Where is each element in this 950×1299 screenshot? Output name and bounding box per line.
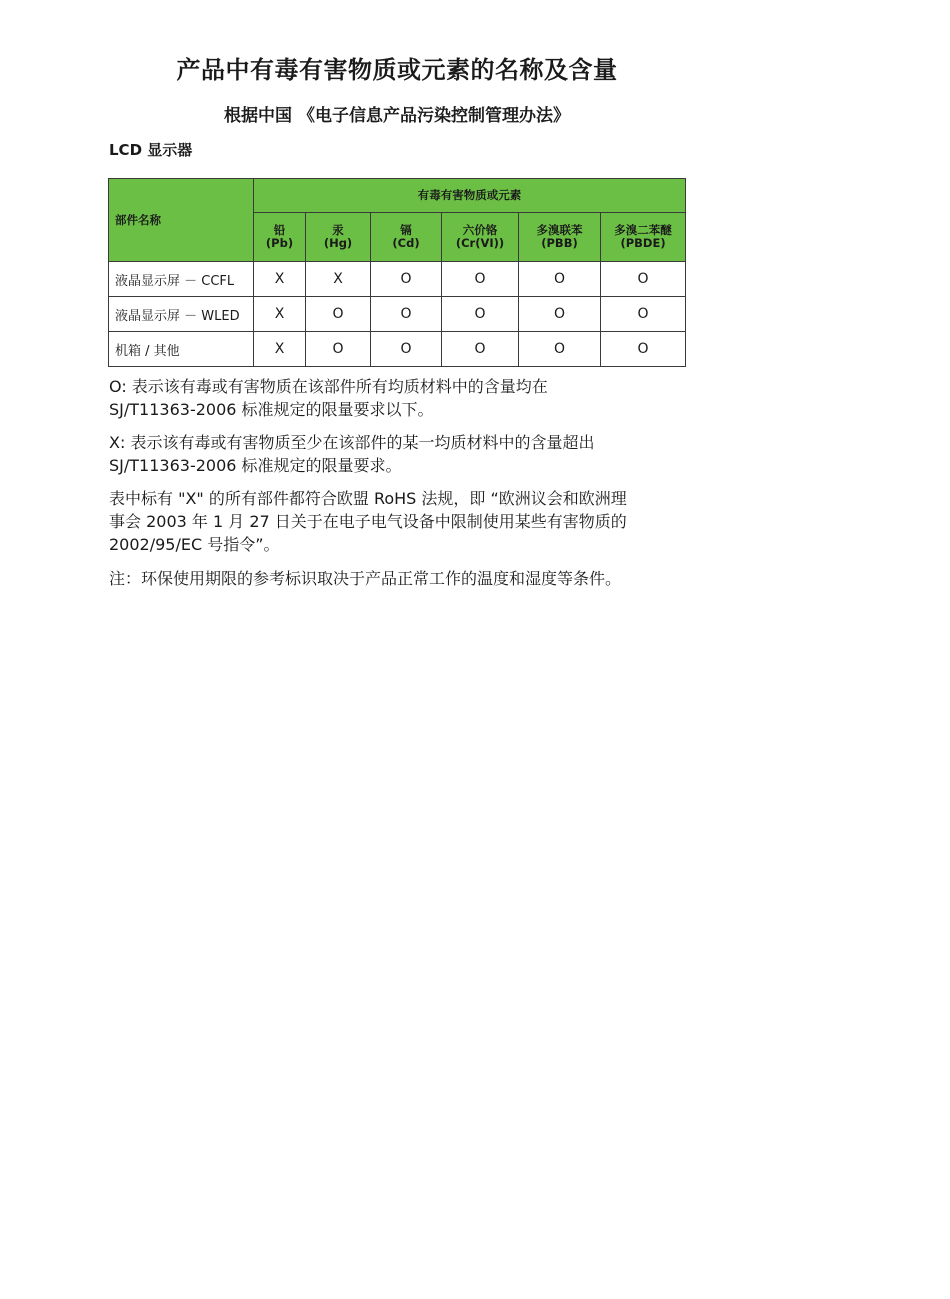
column-header-pbb: 多溴联苯 (PBB) xyxy=(519,213,601,262)
column-header-lead: 铅 (Pb) xyxy=(254,213,306,262)
row-part-name: 液晶显示屏 － CCFL xyxy=(109,262,254,297)
table-row xyxy=(109,332,686,367)
column-header-hexavalent-chromium: 六价铬 (Cr(VI)) xyxy=(442,213,519,262)
cell-value: X xyxy=(306,262,371,297)
table-row xyxy=(109,297,686,332)
substances-group-header: 有毒有害物质或元素 xyxy=(254,179,686,213)
cell-value: O xyxy=(601,297,686,332)
row-part-name: 液晶显示屏 － WLED xyxy=(109,297,254,332)
cell-value: O xyxy=(601,332,686,367)
cell-value: O xyxy=(519,262,601,297)
page-title: 产品中有毒有害物质或元素的名称及含量 xyxy=(176,56,618,84)
cell-value: X xyxy=(254,332,306,367)
legend-note-o: O: 表示该有毒或有害物质在该部件所有均质材料中的含量均在 SJ/T11363-2006 标准规定的限量要求以下。 xyxy=(109,377,548,419)
cell-value: O xyxy=(306,297,371,332)
cell-value: O xyxy=(442,262,519,297)
cell-value: O xyxy=(601,262,686,297)
page-subtitle: 根据中国 《电子信息产品污染控制管理办法》 xyxy=(224,106,570,126)
cell-value: O xyxy=(519,297,601,332)
cell-value: O xyxy=(371,262,442,297)
row-part-name: 机箱 / 其他 xyxy=(109,332,254,367)
table-row xyxy=(109,262,686,297)
cell-value: O xyxy=(371,332,442,367)
part-name-header: 部件名称 xyxy=(109,179,254,262)
column-header-cadmium: 镉 (Cd) xyxy=(371,213,442,262)
rohs-compliance-note: 表中标有 "X" 的所有部件都符合欧盟 RoHS 法规，即 “欧洲议会和欧洲理 事会 2003 年 1 月 27 日关于在电子电气设备中限制使用某些有害物质的 2002/95/EC 号指令”。 xyxy=(109,489,627,554)
column-header-mercury: 汞 (Hg) xyxy=(306,213,371,262)
cell-value: O xyxy=(442,297,519,332)
hazardous-substances-table xyxy=(108,178,686,367)
column-header-pbde: 多溴二苯醚 (PBDE) xyxy=(601,213,686,262)
cell-value: X xyxy=(254,262,306,297)
cell-value: X xyxy=(254,297,306,332)
cell-value: O xyxy=(519,332,601,367)
cell-value: O xyxy=(306,332,371,367)
environmental-period-note: 注：环保使用期限的参考标识取决于产品正常工作的温度和湿度等条件。 xyxy=(109,569,622,588)
cell-value: O xyxy=(442,332,519,367)
legend-note-x: X: 表示该有毒或有害物质至少在该部件的某一均质材料中的含量超出 SJ/T11363-2006 标准规定的限量要求。 xyxy=(109,433,595,475)
section-label: LCD 显示器 xyxy=(109,141,193,159)
cell-value: O xyxy=(371,297,442,332)
